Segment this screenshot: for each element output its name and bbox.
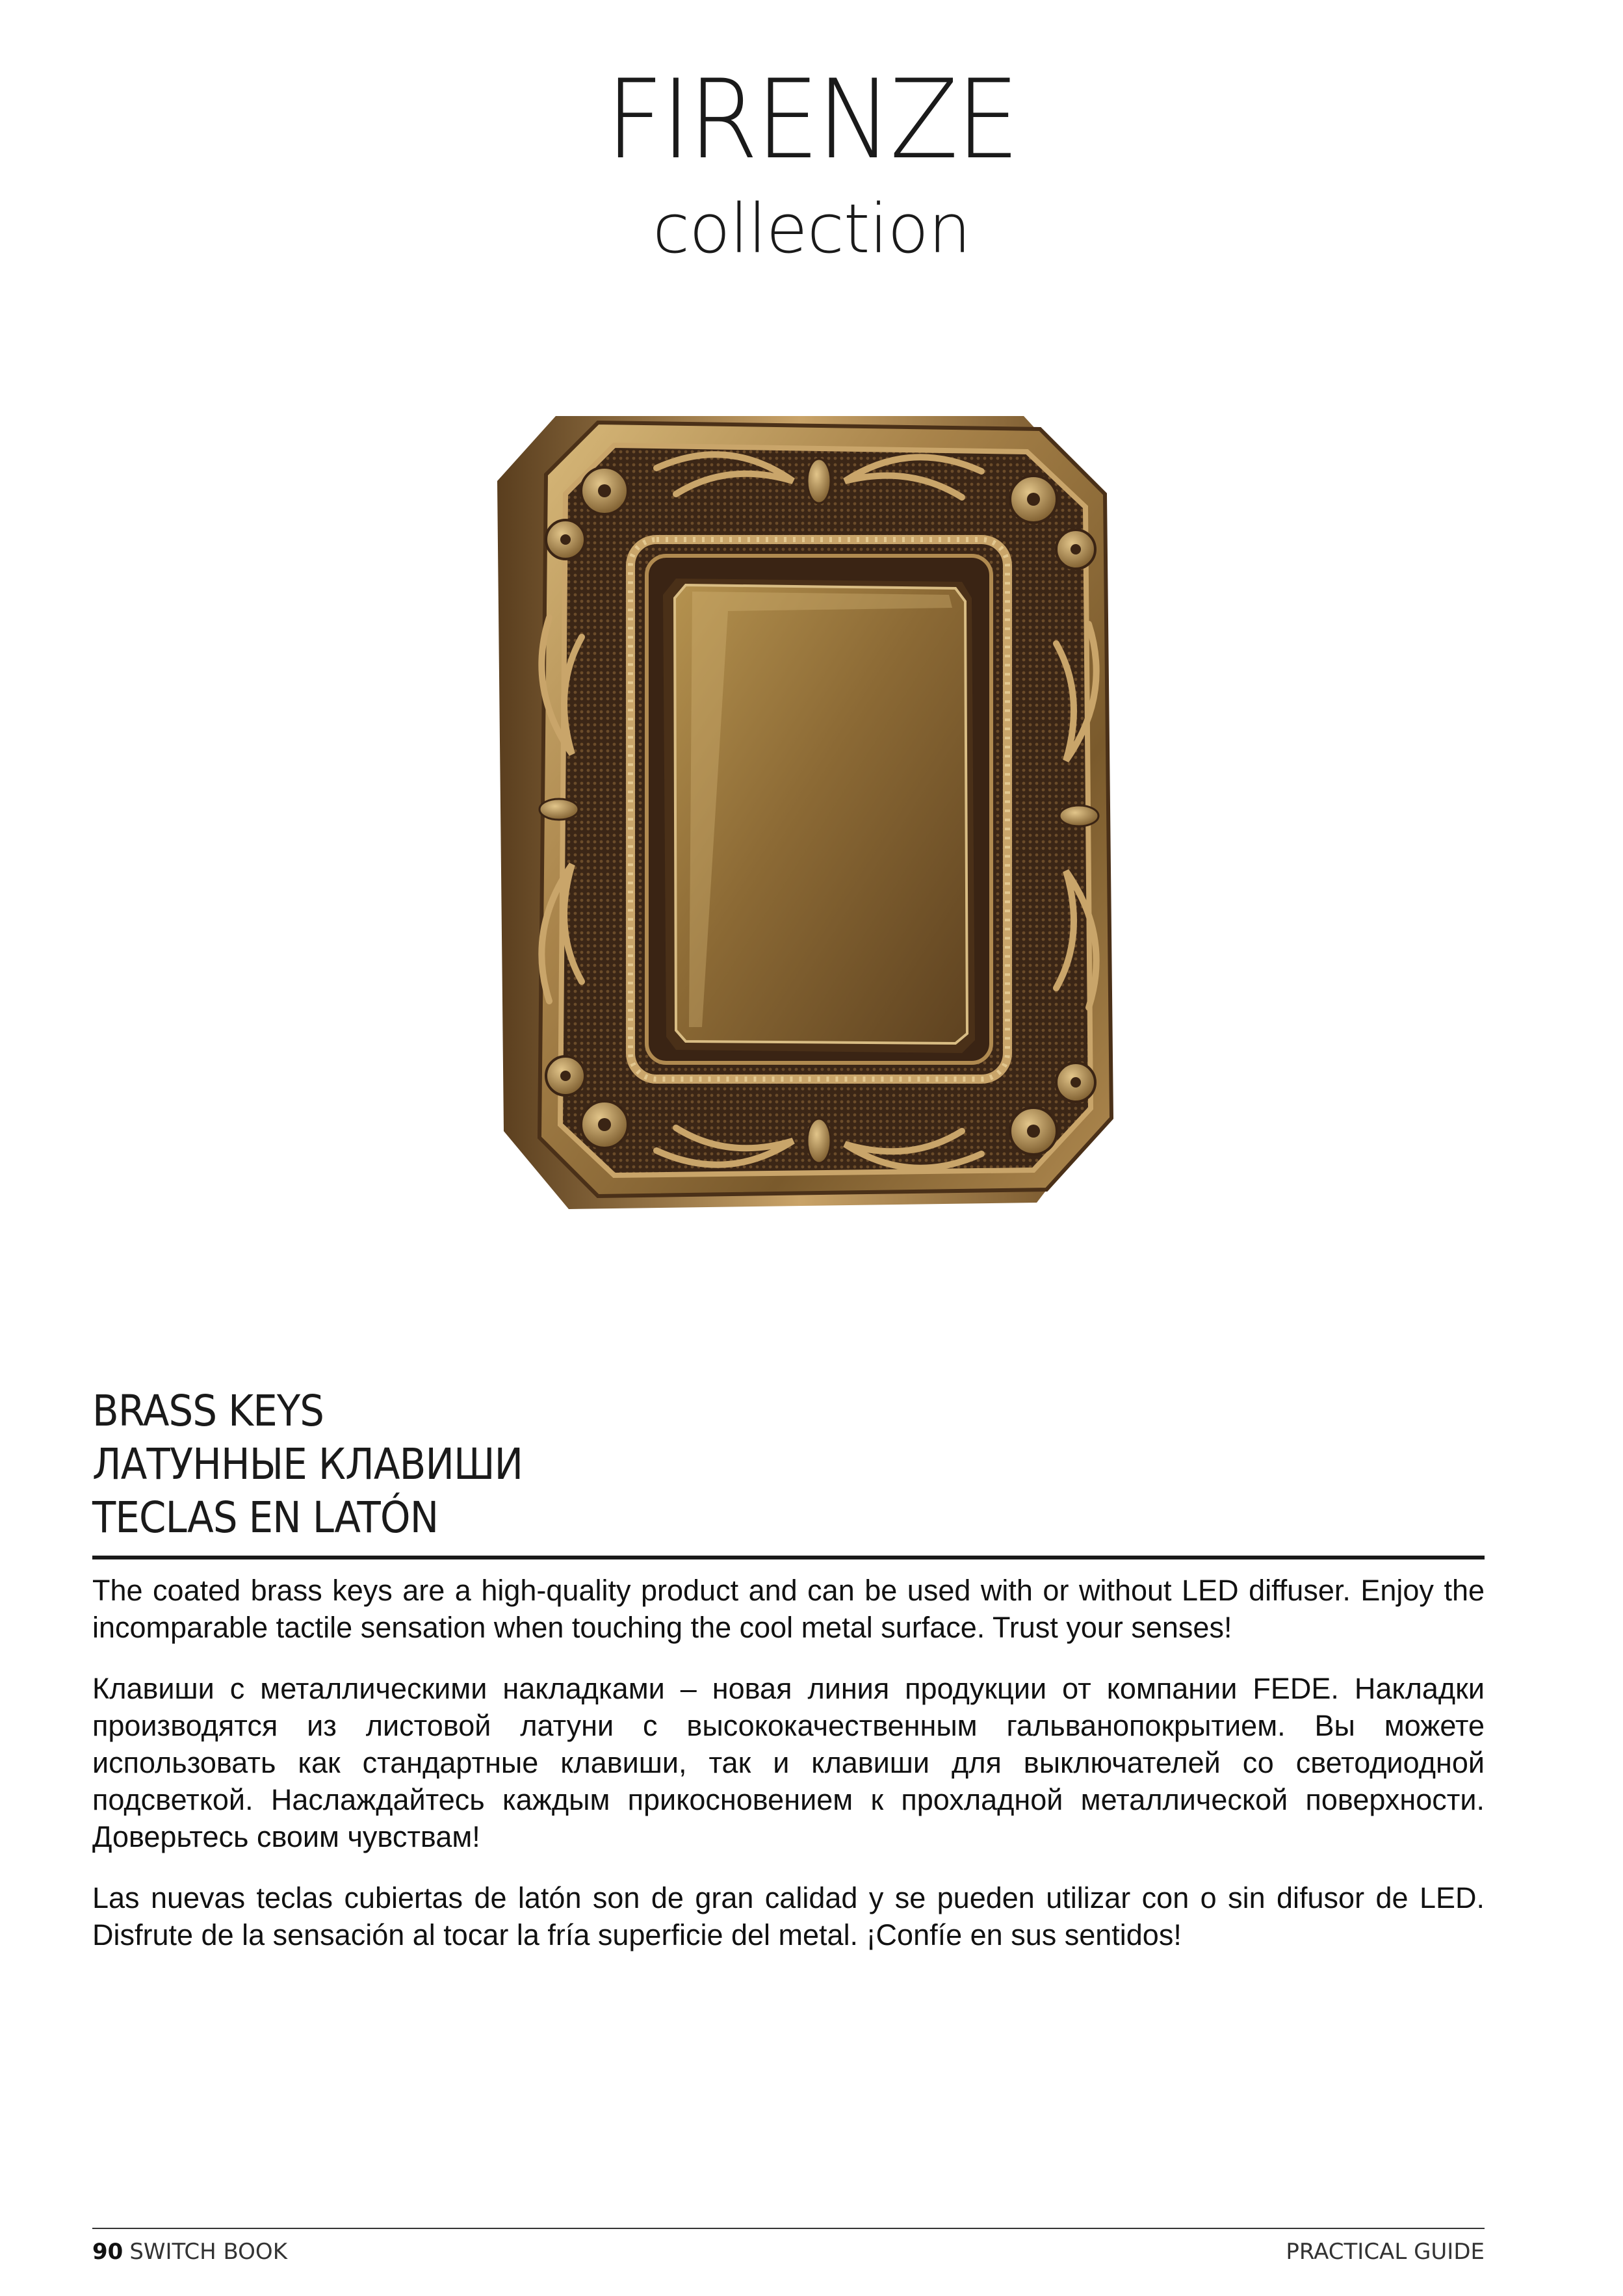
- paragraph-spanish: Las nuevas teclas cubiertas de latón son de gran calidad y se pueden utilizar con o sin difusor de LED. Disfrute de la sensación al tocar la fría superficie del metal. ¡Confíe en sus sentidos!: [92, 1881, 1485, 1951]
- heading-english: BRASS KEYS: [92, 1386, 324, 1436]
- footer-divider: [92, 2228, 1485, 2229]
- paragraph-russian: Клавиши с металлическими накладками – новая линия продукции от компании FEDE. Накладки производятся из листовой латуни с высококачественным гальванопокрытием. Вы можете использовать как стандартные клавиши, так и клавиши для выключателей со светодиодной подсветкой. Наслаждайтесь каждым прикосновением к прохладной металлической поверхности. Доверьтесь своим чувствам!: [92, 1672, 1485, 1853]
- ornate-brass-switch-image: [468, 384, 1170, 1235]
- page-number: 90: [92, 2239, 123, 2265]
- book-name: SWITCH BOOK: [129, 2239, 287, 2265]
- footer-right-label: PRACTICAL GUIDE: [1286, 2239, 1485, 2265]
- heading-russian: ЛАТУННЫЕ КЛАВИШИ: [92, 1439, 523, 1489]
- heading-divider: [92, 1556, 1485, 1559]
- section-headings: [92, 1385, 1483, 1545]
- heading-spanish: TECLAS EN LATÓN: [92, 1493, 439, 1543]
- description-body: [92, 1572, 1485, 1977]
- collection-title: FIRENZE: [606, 56, 1017, 183]
- paragraph-english: The coated brass keys are a high-quality product and can be used with or without LED diffuser. Enjoy the incomparable tactile sensation when touching the cool metal surface. Trust your senses!: [92, 1574, 1485, 1644]
- collection-subtitle: collection: [653, 189, 970, 268]
- footer-left: [92, 2239, 287, 2265]
